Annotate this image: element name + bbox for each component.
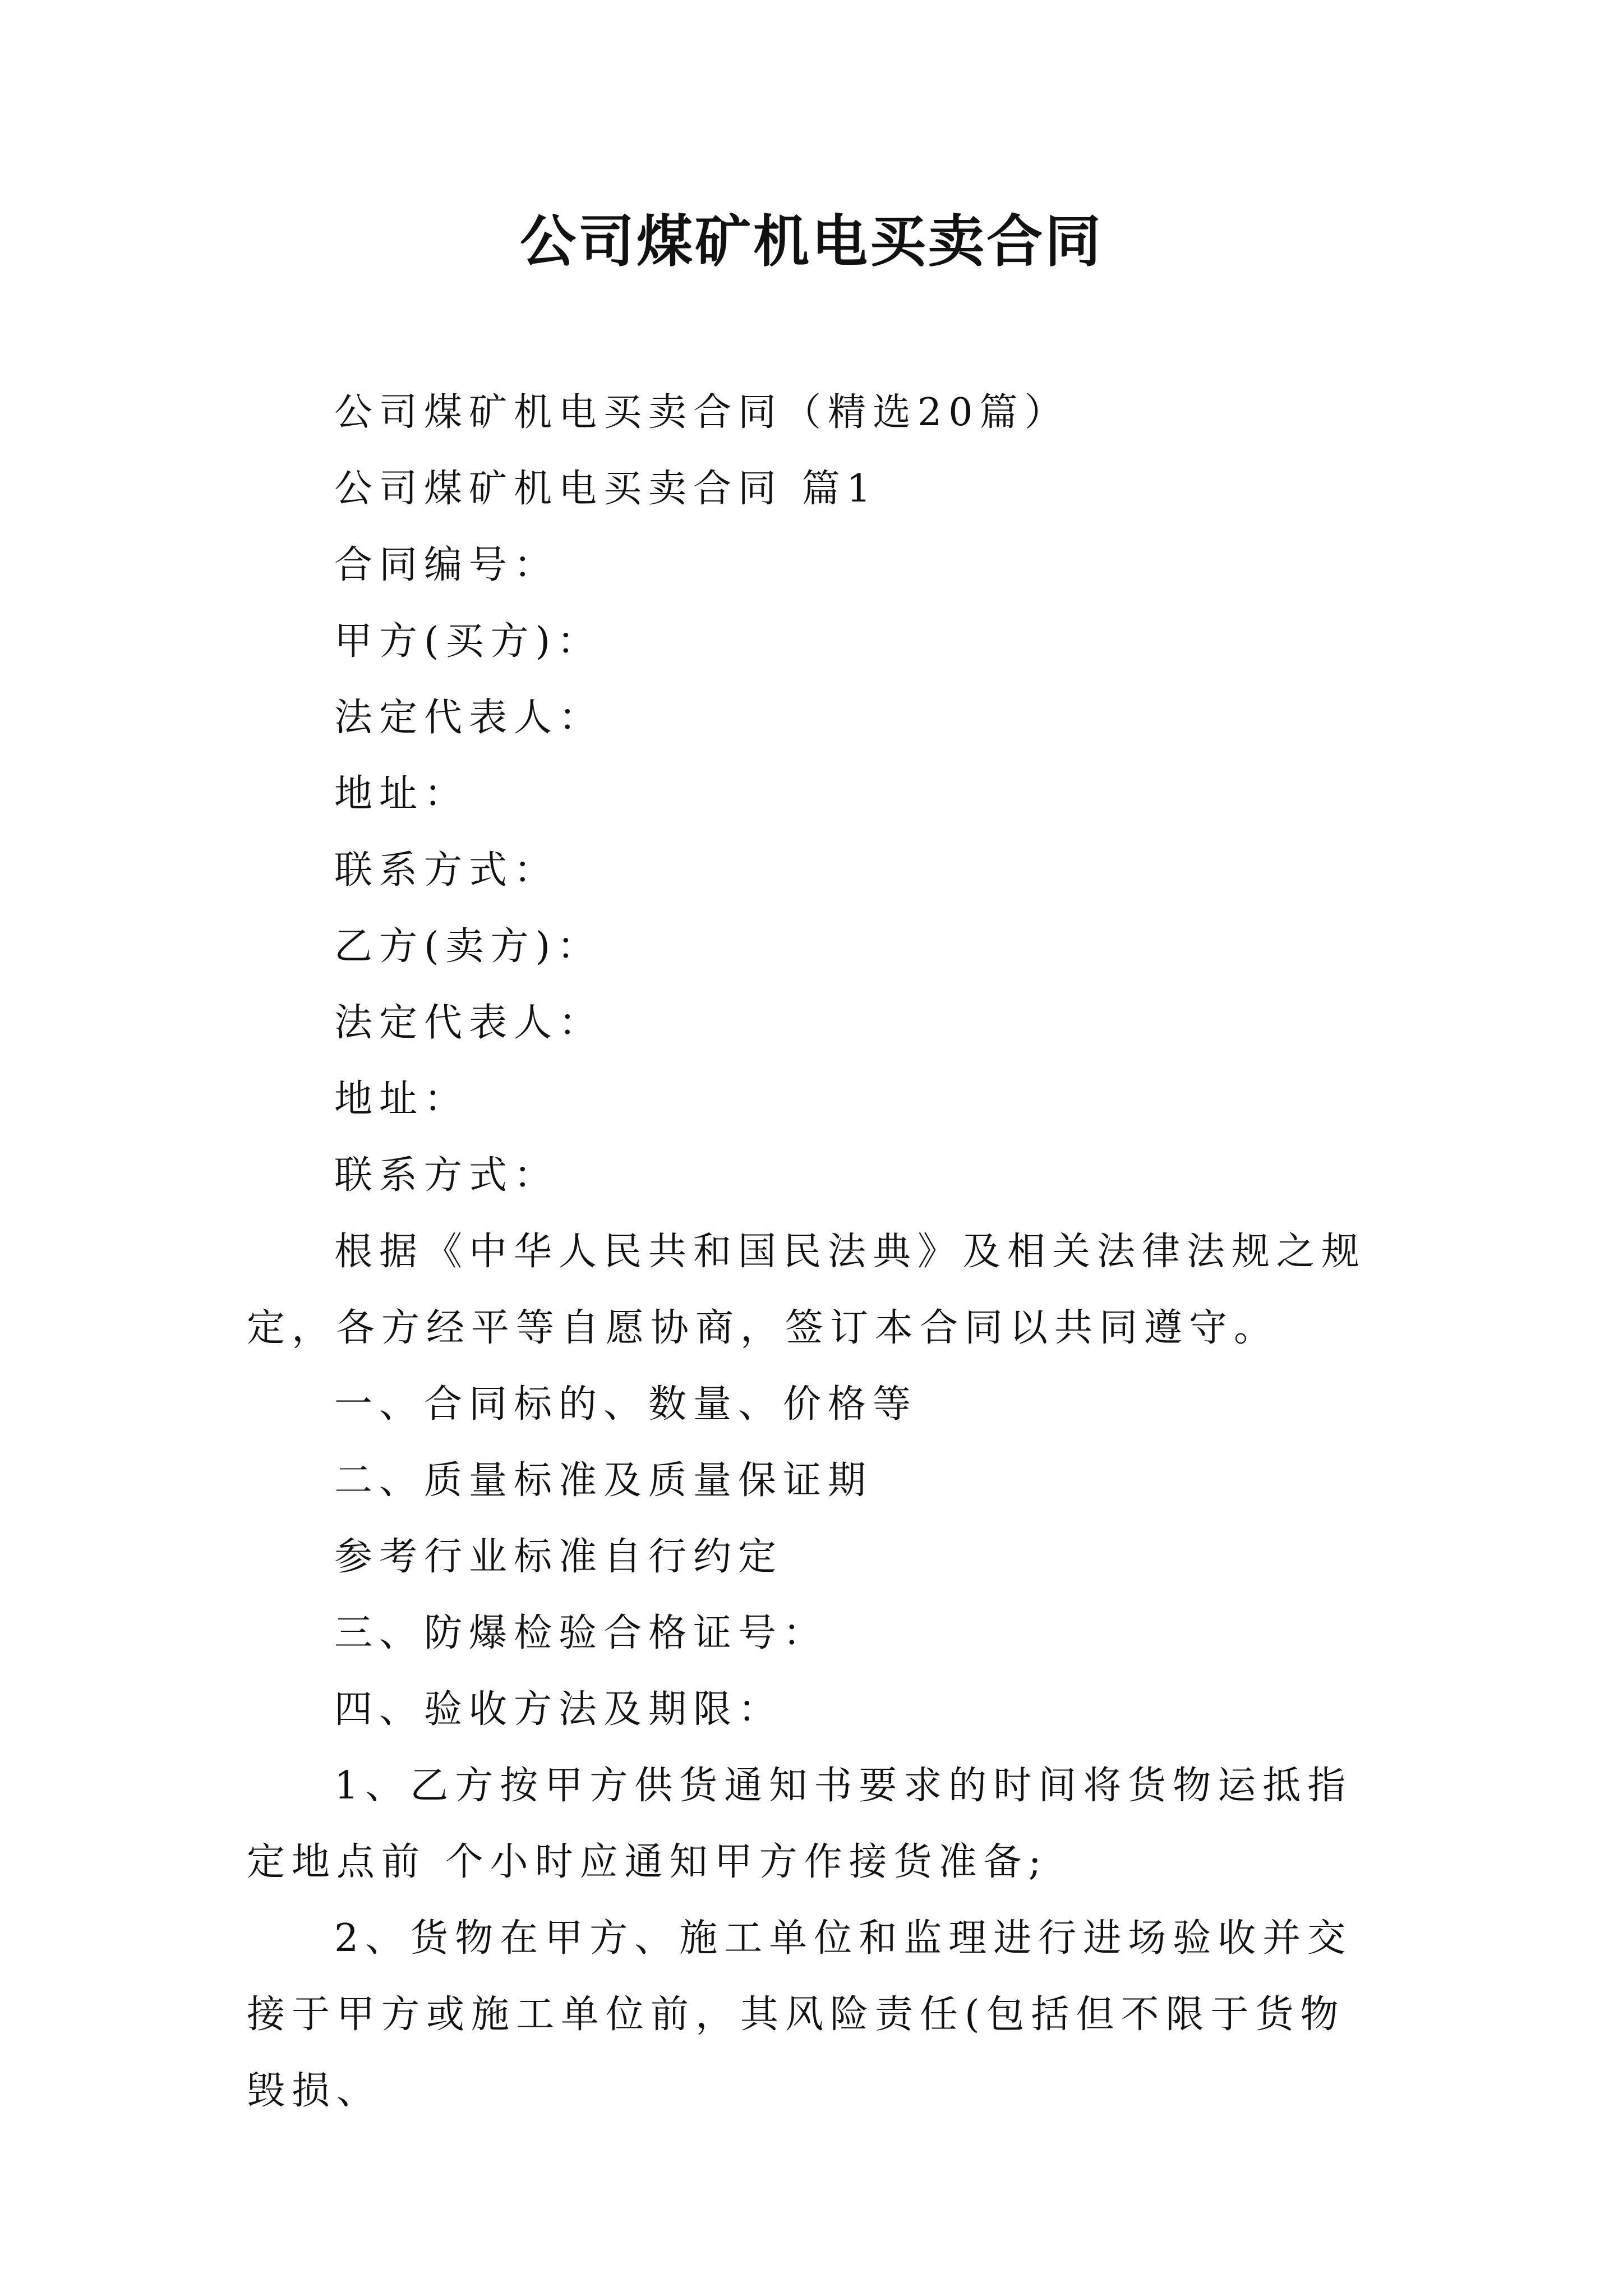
paragraph-clause-2: 二、质量标准及质量保证期 <box>334 1458 873 1503</box>
paragraph-party-a-representative: 法定代表人： <box>334 696 604 740</box>
paragraph-party-a-address: 地址： <box>334 772 469 816</box>
paragraph-clause-3: 三、防爆检验合格证号： <box>334 1611 828 1655</box>
paragraph-party-a: 甲方(买方)： <box>334 619 602 664</box>
paragraph-section-heading: 公司煤矿机电买卖合同 篇1 <box>334 467 878 511</box>
paragraph-contract-number: 合同编号： <box>334 543 559 587</box>
paragraph-clause-4: 四、验收方法及期限： <box>334 1687 783 1732</box>
paragraph-subtitle: 公司煤矿机电买卖合同（精选20篇） <box>334 390 1069 435</box>
paragraph-clause-4-item-2: 2、货物在甲方、施工单位和监理进行进场验收并交接于甲方或施工单位前，其风险责任(包括但不限于货物毁损、 <box>247 1916 1353 2113</box>
paragraph-legal-basis: 根据《中华人民共和国民法典》及相关法律法规之规定，各方经平等自愿协商，签订本合同以共同遵守。 <box>247 1230 1367 1350</box>
paragraph-party-a-contact: 联系方式： <box>334 848 559 892</box>
paragraph-clause-1: 一、合同标的、数量、价格等 <box>334 1382 918 1427</box>
paragraph-party-b-address: 地址： <box>334 1077 469 1121</box>
paragraph-party-b-representative: 法定代表人： <box>334 1001 604 1045</box>
paragraph-clause-4-item-1: 1、乙方按甲方供货通知书要求的时间将货物运抵指定地点前 个小时应通知甲方作接货准备; <box>247 1764 1353 1884</box>
paragraph-party-b: 乙方(卖方)： <box>334 924 602 969</box>
document-title: 公司煤矿机电买卖合同 <box>520 208 1103 274</box>
document-body <box>247 375 1380 2129</box>
paragraph-party-b-contact: 联系方式： <box>334 1153 559 1198</box>
paragraph-clause-2-detail: 参考行业标准自行约定 <box>334 1535 783 1579</box>
